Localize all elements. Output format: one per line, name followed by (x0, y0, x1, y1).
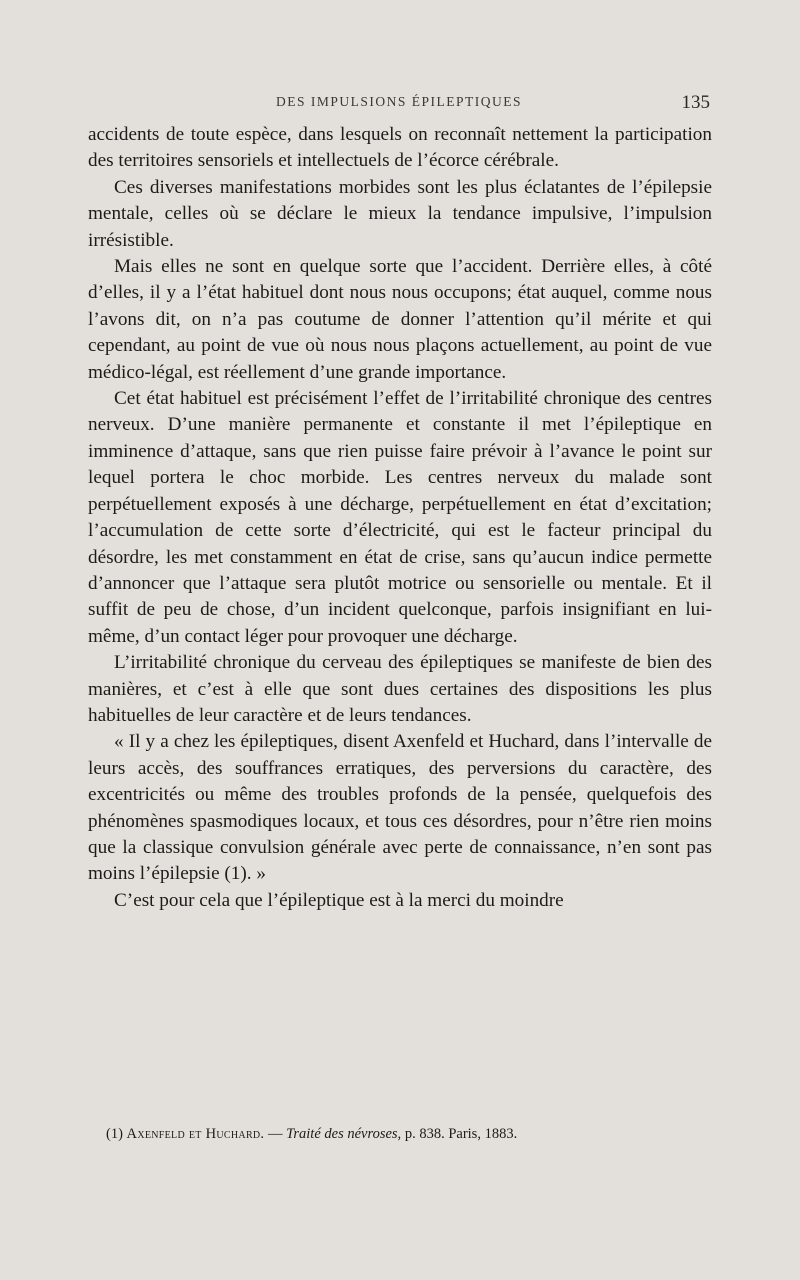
paragraph-4: Cet état habituel est précisément l’effet de l’irritabilité chronique des centres nerveux. D’une manière permanente et constante il met l’épileptique en imminence d’attaque, sans que rien puisse faire prévoir à l’avance le point sur lequel portera le choc morbide. Les centres nerveux du malade sont perpétuellement exposés à une décharge, perpétuellement en état d’excitation; l’accumulation de cette sorte d’électricité, qui est le facteur principal du désordre, les met constamment en état de crise, sans qu’aucun indice permette d’annoncer que l’attaque sera plutôt motrice ou sensorielle ou mentale. Et il suffit de peu de chose, d’un incident quelconque, parfois insignifiant en lui-même, d’un contact léger pour provoquer une décharge. (88, 388, 712, 647)
paragraph-5: L’irritabilité chronique du cerveau des épileptiques se manifeste de bien des manières, et c’est à elle que sont dues certaines des dispositions les plus habituelles de leur caractère et de leurs tendances. (88, 652, 712, 726)
footnote (106, 1125, 716, 1143)
page-header (88, 92, 710, 114)
footnote-marker: (1) (106, 1126, 123, 1142)
footnote-dash: — (268, 1126, 283, 1142)
body-text (88, 122, 712, 914)
page-number: 135 (681, 92, 710, 113)
footnote-authors: Axenfeld et Huchard. (126, 1126, 265, 1142)
footnote-details: p. 838. Paris, 1883. (404, 1126, 518, 1142)
footnote-title: Traité des névroses, (286, 1126, 402, 1142)
paragraph-7: C’est pour cela que l’épileptique est à la merci du moindre (114, 889, 564, 911)
paragraph-3: Mais elles ne sont en quelque sorte que l’accident. Derrière elles, à côté d’elles, il y a l’état habituel dont nous nous occupons; état auquel, comme nous l’avons dit, on n’a pas coutume de donner l’attention qu’il mérite et qui cependant, au point de vue où nous nous plaçons actuellement, au point de vue médico-légal, est réellement d’une grande importance. (88, 256, 712, 383)
paragraph-1: accidents de toute espèce, dans lesquels on reconnaît nettement la participation des territoires sensoriels et intellectuels de l’écorce cérébrale. (88, 124, 712, 172)
paragraph-2: Ces diverses manifestations morbides sont les plus éclatantes de l’épilepsie mentale, celles où se déclare le mieux la tendance impulsive, l’impulsion irrésistible. (88, 176, 712, 251)
running-title: DES IMPULSIONS ÉPILEPTIQUES (275, 94, 522, 109)
paragraph-6-quotation: « Il y a chez les épileptiques, disent Axenfeld et Huchard, dans l’intervalle de leurs accès, des souffrances erratiques, des perversions du caractère, des excentricités ou même des troubles profonds de la pensée, quelquefois des phénomènes spasmodiques locaux, et tous ces désordres, pour n’être rien moins que la classique convulsion générale avec perte de connaissance, n’en sont pas moins l’épilepsie (1). » (88, 731, 712, 885)
